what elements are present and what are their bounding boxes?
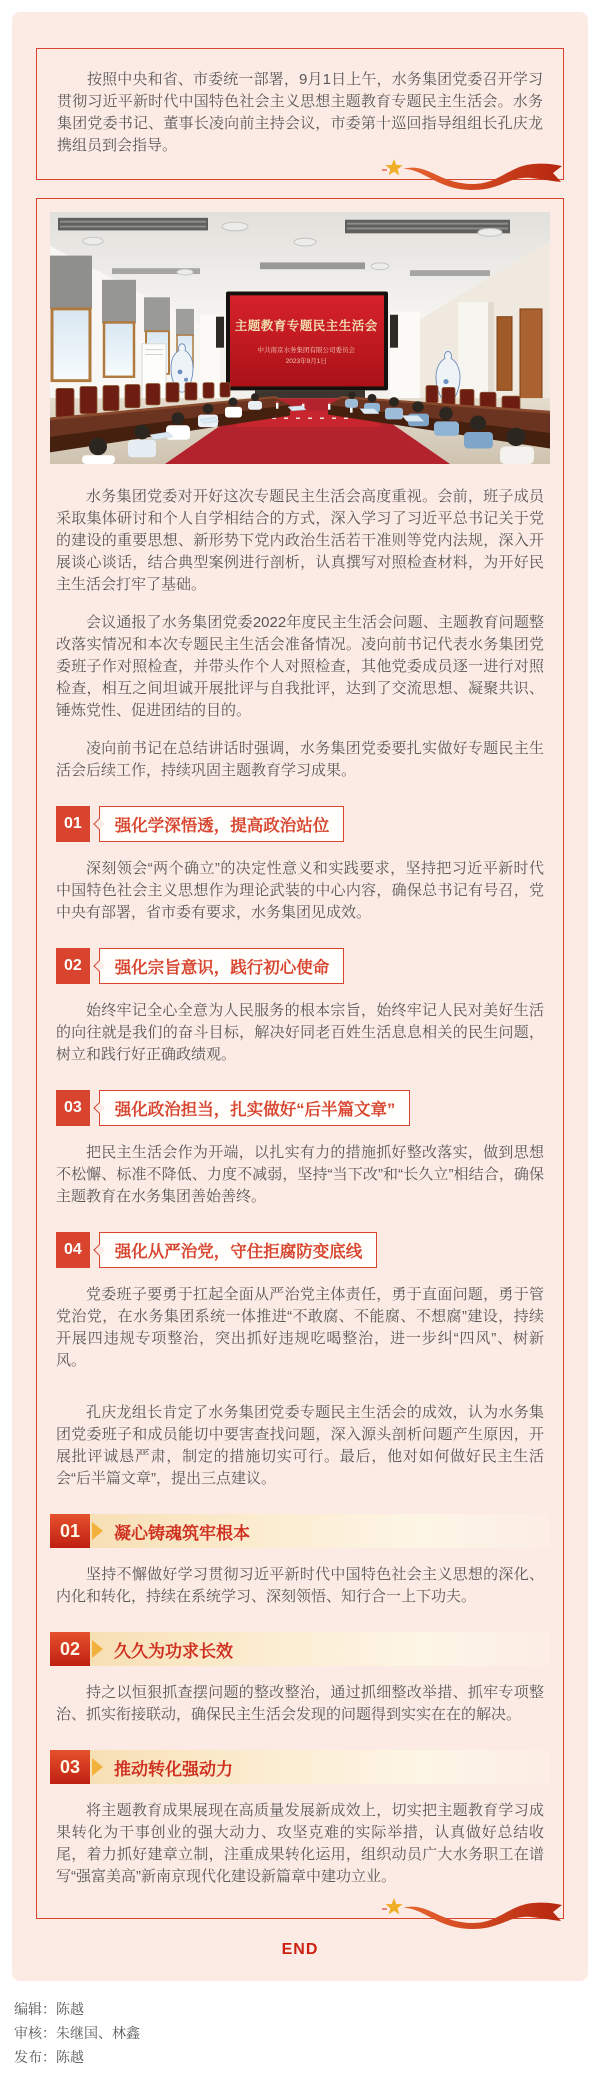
intro-paragraph: 按照中央和省、市委统一部署，9月1日上午，水务集团党委召开学习贯彻习近平新时代中国特色社会主义思想主题教育专题民主生活会。水务集团党委书记、董事长凌向前主持会议，市委第十巡回指导组组长孔庆龙携组员到会指导。 (57, 71, 543, 154)
requirement-heading-4 (56, 1232, 544, 1268)
suggestion-number-2: 02 (50, 1632, 90, 1666)
suggestion-number-3: 03 (50, 1750, 90, 1784)
requirement-body-2: 始终牢记全心全意为人民服务的根本宗旨，始终牢记人民对美好生活的向往就是我们的奋斗目标，解决好同老百姓生活息息相关的民生问题，树立和践行好正确政绩观。 (56, 1002, 544, 1063)
requirement-number-2: 02 (56, 948, 90, 984)
suggestion-title-1: 凝心铸魂筑牢根本 (114, 1523, 250, 1543)
article-container (12, 12, 588, 1981)
star-icon (385, 159, 402, 175)
requirement-title-4: 强化从严治党，守住拒腐防变底线 (99, 1232, 378, 1268)
requirement-number-3: 03 (56, 1090, 90, 1126)
ribbon-star-decoration (381, 155, 566, 193)
requirement-number-1: 01 (56, 806, 90, 842)
requirement-title-3: 强化政治担当，扎实做好“后半篇文章” (99, 1090, 411, 1126)
suggestion-body-1: 坚持不懈做好学习贯彻习近平新时代中国特色社会主义思想的深化、内化和转化，持续在系统学习、深刻领悟、知行合一上下功夫。 (56, 1566, 544, 1605)
star-icon (385, 1898, 402, 1914)
screen-org: 中共南京水务集团有限公司委员会 (257, 347, 355, 354)
suggestion-body-2: 持之以恒狠抓查摆问题的整改整治，通过抓细整改举措、抓牢专项整治、抓实衔接联动，确保民主生活会发现的问题得到实实在在的解决。 (56, 1684, 544, 1723)
paragraph-secretary-remarks: 凌向前书记在总结讲话时强调，水务集团党委要扎实做好专题民主生活会后续工作，持续巩固主题教育学习成果。 (56, 740, 544, 779)
requirement-heading-1 (56, 806, 544, 842)
requirement-heading-2 (56, 948, 544, 984)
screen-text-overlay (228, 294, 386, 387)
chevron-right-icon (92, 1758, 103, 1776)
intro-box (36, 48, 564, 180)
credits-block (14, 1997, 600, 2069)
requirement-title-2: 强化宗旨意识，践行初心使命 (99, 948, 345, 984)
suggestion-title-3: 推动转化强动力 (114, 1759, 233, 1779)
screen-title: 主题教育专题民主生活会 (234, 318, 378, 333)
suggestion-heading-3 (50, 1750, 550, 1784)
paragraph-meeting-report: 会议通报了水务集团党委2022年度民主生活会问题、主题教育问题整改落实情况和本次专题民主生活会准备情况。凌向前书记代表水务集团党委班子作对照检查，并带头作个人对照检查，其他党委成员逐一进行对照检查，相互之间坦诚开展批评与自我批评，达到了交流思想、凝聚共识、锤炼党性、促进团结的目的。 (56, 614, 544, 719)
suggestion-heading-1 (50, 1514, 550, 1548)
ribbon-wave (403, 1903, 562, 1929)
credit-reviewer: 审核：朱继国、林鑫 (14, 2025, 140, 2041)
ribbon-wave (403, 164, 562, 190)
suggestion-title-2: 久久为功求长效 (114, 1641, 233, 1661)
paragraph-inspector-comments: 孔庆龙组长肯定了水务集团党委专题民主生活会的成效，认为水务集团党委班子和成员能切中要害查找问题，深入源头剖析问题产生原因，开展批评诚恳严肃，制定的措施切实可行。最后，他对如何做好民主生活会“后半篇文章”，提出三点建议。 (56, 1404, 544, 1487)
suggestion-number-1: 01 (50, 1514, 90, 1548)
credit-publisher: 发布：陈越 (14, 2049, 84, 2065)
suggestion-heading-2 (50, 1632, 550, 1666)
chevron-right-icon (92, 1522, 103, 1540)
paragraph-preparation: 水务集团党委对开好这次专题民主生活会高度重视。会前，班子成员采取集体研讨和个人自学相结合的方式，深入学习了习近平总书记关于党的建设的重要思想、新形势下党内政治生活若干准则等党内法规，深入开展谈心谈话，结合典型案例进行剖析，认真撰写对照检查材料，为开好民主生活会打牢了基础。 (56, 488, 544, 593)
end-marker: END (281, 1941, 319, 1958)
chevron-right-icon (92, 1640, 103, 1658)
requirement-number-4: 04 (56, 1232, 90, 1268)
suggestion-body-3: 将主题教育成果展现在高质量发展新成效上，切实把主题教育学习成果转化为干事创业的强大动力、攻坚克难的实际举措，认真做好总结收尾，着力抓好建章立制，注重成果转化运用，组织动员广大水务职工在谱写“强富美高”新南京现代化建设新篇章中建功立业。 (56, 1802, 544, 1885)
requirement-title-1: 强化学深悟透，提高政治站位 (99, 806, 345, 842)
requirement-body-1: 深刻领会“两个确立”的决定性意义和实践要求，坚持把习近平新时代中国特色社会主义思想作为理论武装的中心内容，确保总书记有号召，党中央有部署，省市委有要求，水务集团见成效。 (56, 860, 544, 921)
screen-date: 2023年9月1日 (285, 358, 327, 365)
requirement-heading-3 (56, 1090, 544, 1126)
requirement-body-4: 党委班子要勇于扛起全面从严治党主体责任，勇于直面问题，勇于管党治党，在水务集团系统一体推进“不敢腐、不能腐、不想腐”建设，持续开展四违规专项整治，突出抓好违规吃喝整治，进一步纠“四风”、树新风。 (56, 1286, 544, 1369)
requirement-body-3: 把民主生活会作为开端，以扎实有力的措施抓好整改落实，做到思想不松懈、标准不降低、力度不减弱，坚持“当下改”和“长久立”相结合，确保主题教育在水务集团善始善终。 (56, 1144, 544, 1205)
ribbon-star-decoration (381, 1894, 566, 1932)
meeting-photo[interactable] (50, 212, 550, 464)
main-box (36, 198, 564, 1919)
credit-editor: 编辑：陈越 (14, 2001, 84, 2017)
